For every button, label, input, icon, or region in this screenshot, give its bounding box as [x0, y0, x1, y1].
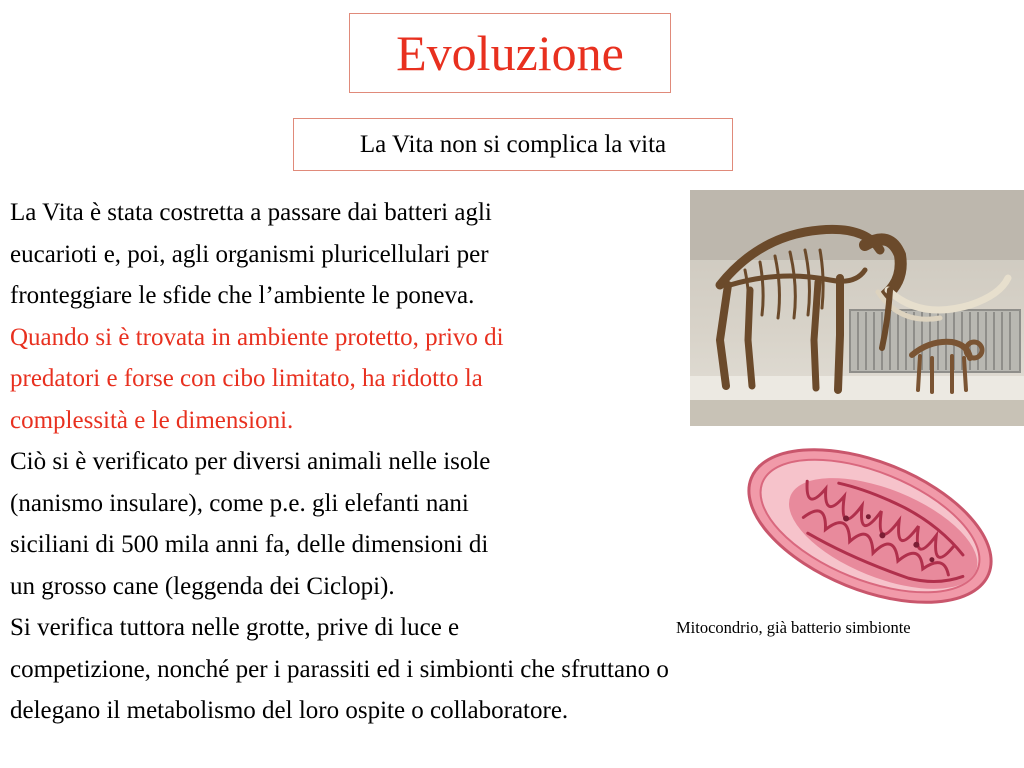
body-line: Si verifica tuttora nelle grotte, prive di luce e — [10, 614, 460, 641]
body-line-highlight: complessità e le dimensioni. — [10, 406, 294, 434]
body-line: La Vita è stata costretta a passare dai batteri agli — [10, 199, 492, 226]
body-line: eucarioti e, poi, agli organismi pluricellulari per — [10, 240, 489, 268]
slide-subtitle: La Vita non si complica la vita — [359, 131, 667, 158]
body-line: siciliani di 500 mila anni fa, delle dimensioni di — [10, 531, 489, 558]
body-line: Ciò si è verificato per diversi animali nelle isole — [10, 448, 491, 475]
mitochondrion-caption: Mitocondrio, già batterio simbionte — [676, 618, 911, 637]
slide-title: Evoluzione — [396, 25, 624, 81]
body-line: (nanismo insulare), come p.e. gli elefanti nani — [10, 489, 469, 517]
mitochondrion-image — [735, 438, 1005, 614]
slide-subtitle-box — [293, 118, 733, 171]
body-line: delegano il metabolismo del loro ospite o collaboratore. — [10, 697, 569, 724]
body-line: fronteggiare le sfide che l’ambiente le poneva. — [10, 282, 475, 309]
body-line: competizione, nonché per i parassiti ed i simbionti che sfruttano o — [10, 655, 669, 683]
body-line-highlight: predatori e forse con cibo limitato, ha ridotto la — [10, 365, 483, 392]
body-line-highlight: Quando si è trovata in ambiente protetto, privo di — [10, 323, 504, 351]
mammoth-skeleton-image — [690, 190, 1024, 426]
body-line: un grosso cane (leggenda dei Ciclopi). — [10, 572, 395, 600]
slide-title-box — [349, 13, 671, 93]
